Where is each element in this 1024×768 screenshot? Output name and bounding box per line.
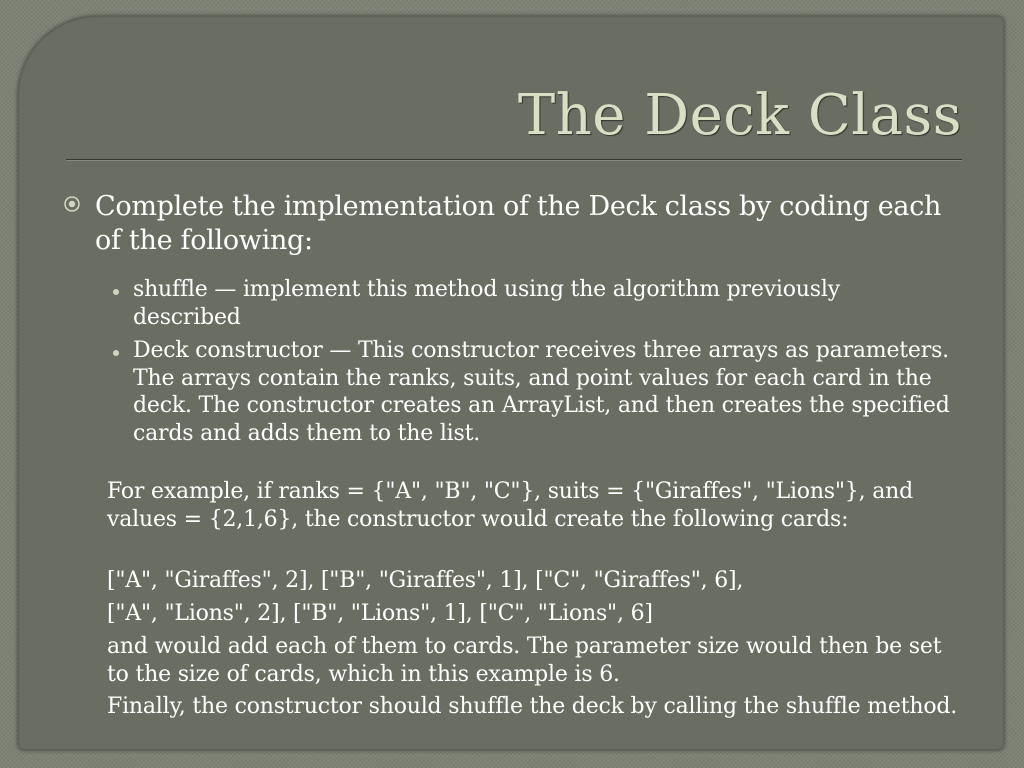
slide-panel [18,16,1004,750]
sub-bullet-shuffle: shuffle — implement this method using the algorithm previously described [133,277,840,330]
main-bullet-text: Complete the implementation of the Deck class by coding each of the following: [95,191,942,256]
slide-title: The Deck Class [517,83,962,148]
shuffle-paragraph: Finally, the constructor should shuffle the deck by calling the shuffle method. [107,694,958,719]
sub-bullet-constructor: Deck constructor — This constructor receives three arrays as parameters. The arrays contain the ranks, suits, and point values for each card in the deck. The constructor creates an ArrayList, and then creates the specified cards and adds them to the list. [133,338,950,446]
dot-icon [113,289,119,295]
dot-icon [113,350,119,356]
example-paragraph: For example, if ranks = {"A", "B", "C"}, suits = {"Giraffes", "Lions"}, and values = {2,1,6}, the constructor would create the following cards: [107,479,913,532]
title-divider [66,159,962,161]
cards-line-giraffes: ["A", "Giraffes", 2], ["B", "Giraffes", 1], ["C", "Giraffes", 6], [107,568,744,593]
circled-dot-icon [63,195,81,213]
cards-line-lions: ["A", "Lions", 2], ["B", "Lions", 1], ["C", "Lions", 6] [107,601,653,626]
size-paragraph: and would add each of them to cards. The parameter size would then be set to the size of cards, which in this example is 6. [107,634,942,687]
